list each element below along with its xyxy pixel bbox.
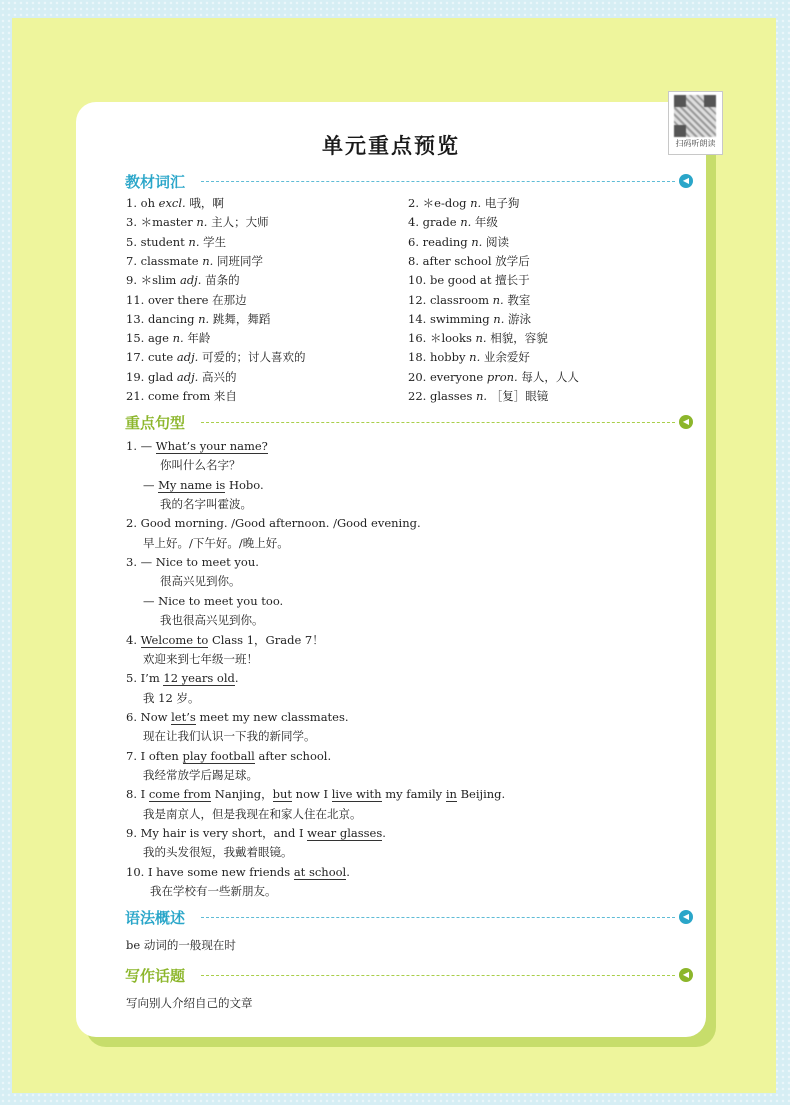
- vocab-item: [126, 348, 396, 367]
- vocab-cn: 苗条的: [201, 273, 240, 288]
- vocab-item: [126, 329, 396, 348]
- vocab-word: e-dog: [434, 196, 471, 210]
- vocab-num: 15.: [126, 331, 148, 346]
- speaker-icon[interactable]: ◀: [679, 910, 693, 924]
- vocab-word: be good at: [429, 273, 496, 288]
- writing-text: 写向别人介绍自己的文章: [126, 996, 253, 1010]
- vocab-word: classmate: [140, 253, 203, 268]
- sentence-line: [143, 534, 289, 553]
- vocab-item: [408, 291, 678, 310]
- sentence-text: 我也很高兴见到你。: [160, 613, 264, 628]
- section-header-grammar: [125, 907, 693, 927]
- sentence-text: 欢迎来到七年级一班！: [143, 651, 258, 666]
- sentence-text: 早上好。/下午好。/晚上好。: [143, 535, 289, 550]
- vocab-word: dancing: [147, 311, 199, 326]
- sentence-text: 我的头发很短，我戴着眼镜。: [143, 845, 293, 860]
- sentence-line: [143, 766, 258, 785]
- vocab-cn: 哦，啊: [185, 196, 224, 210]
- section-divider: [201, 917, 675, 918]
- vocab-word: looks: [441, 331, 476, 346]
- vocab-item: [408, 233, 678, 252]
- vocab-num: 19.: [126, 369, 148, 384]
- vocab-pos: pron.: [486, 369, 518, 384]
- sentence-text: 5. I’m: [126, 671, 164, 686]
- key-phrase: let’s: [171, 709, 196, 724]
- sentence-text: Class 1，Grade 7！: [208, 632, 324, 647]
- vocab-pos: n.: [202, 253, 214, 268]
- vocab-word: glasses: [429, 389, 477, 403]
- sentence-line: [126, 785, 505, 804]
- section-divider: [201, 181, 675, 182]
- vocab-item: [408, 213, 678, 232]
- vocab-pos: n.: [492, 292, 504, 307]
- vocab-word: cute: [147, 350, 177, 365]
- sentence-text: .: [234, 671, 239, 686]
- sentence-text: Hobo.: [225, 477, 264, 492]
- vocab-word: glad: [147, 369, 177, 384]
- vocab-word: student: [140, 234, 189, 249]
- sentence-line: [126, 631, 324, 650]
- speaker-icon[interactable]: ◀: [679, 968, 693, 982]
- vocab-cn: 放学后: [495, 253, 530, 268]
- key-phrase: at school: [293, 864, 347, 879]
- vocab-pos: n.: [493, 311, 505, 326]
- vocab-word: oh: [140, 196, 159, 210]
- vocab-cn: 业余爱好: [480, 350, 530, 365]
- sentence-line: [143, 805, 362, 824]
- vocab-item: [408, 271, 678, 290]
- vocab-cn: 同班同学: [213, 253, 263, 268]
- vocab-num: 11.: [126, 292, 148, 307]
- sentence-line: [126, 824, 386, 843]
- vocab-item: [408, 329, 678, 348]
- sentence-text: 我经常放学后踢足球。: [143, 767, 258, 782]
- sentence-text: 我 12 岁。: [143, 690, 200, 705]
- vocab-word: over there: [147, 292, 213, 307]
- sentence-line: [160, 611, 264, 630]
- sentence-line: [150, 882, 277, 901]
- vocab-word: hobby: [429, 350, 470, 365]
- vocab-num: 1.: [126, 196, 141, 210]
- vocab-star: ＊: [140, 215, 153, 230]
- vocab-num: 10.: [408, 273, 430, 288]
- page-title: 单元重点预览: [322, 134, 460, 158]
- sentence-line: [126, 669, 239, 688]
- key-phrase: Welcome to: [140, 632, 209, 647]
- vocab-pos: n.: [469, 350, 481, 365]
- vocab-num: 7.: [126, 253, 141, 268]
- sentence-text: 现在让我们认识一下我的新同学。: [143, 729, 316, 744]
- vocab-word: reading: [422, 234, 472, 249]
- vocab-num: 4.: [408, 215, 423, 230]
- vocab-num: 5.: [126, 234, 141, 249]
- vocab-pos: adj.: [176, 350, 199, 365]
- vocab-cn: 跳舞，舞蹈: [209, 311, 271, 326]
- vocab-cn: 可爱的；讨人喜欢的: [198, 350, 306, 365]
- vocab-pos: n.: [471, 234, 483, 249]
- sentence-text: 9. My hair is very short，and I: [126, 826, 308, 840]
- vocab-pos: excl.: [158, 196, 186, 210]
- vocab-item: [408, 310, 678, 329]
- vocab-num: 2.: [408, 196, 423, 210]
- section-header-sentences: [125, 412, 693, 432]
- sentence-text: meet my new classmates.: [195, 709, 349, 724]
- vocab-pos: n.: [460, 215, 472, 230]
- section-header-vocab: [125, 171, 693, 191]
- vocab-cn: 游泳: [504, 311, 532, 326]
- vocab-num: 3.: [126, 215, 141, 230]
- sentence-line: [143, 592, 283, 611]
- sentence-text: 6. Now: [126, 709, 172, 724]
- vocab-word: classroom: [429, 292, 493, 307]
- vocab-pos: n.: [188, 234, 200, 249]
- sentence-line: [143, 727, 316, 746]
- vocab-pos: adj.: [176, 369, 199, 384]
- vocab-item: [126, 233, 396, 252]
- vocab-num: 22.: [408, 389, 430, 403]
- vocab-item: [126, 271, 396, 290]
- vocab-num: 13.: [126, 311, 148, 326]
- vocab-cn: 主人；大师: [207, 215, 269, 230]
- section-divider: [201, 422, 675, 423]
- sentence-text: .: [346, 864, 350, 879]
- vocab-word: slim: [152, 273, 180, 288]
- vocab-item: [408, 194, 678, 213]
- vocab-item: [126, 213, 396, 232]
- sentence-text: — Nice to meet you too.: [143, 593, 284, 608]
- sentence-text: —: [143, 477, 159, 492]
- vocab-num: 16.: [408, 331, 430, 346]
- vocab-num: 18.: [408, 350, 430, 365]
- vocab-star: ＊: [429, 331, 442, 346]
- sentence-line: [126, 863, 350, 882]
- sentence-text: 3. — Nice to meet you.: [126, 555, 259, 570]
- vocab-item: [126, 252, 396, 271]
- vocab-cn: 年级: [471, 215, 498, 230]
- section-title: 语法概述: [125, 909, 186, 927]
- vocab-word: grade: [422, 215, 461, 230]
- vocab-item: [126, 387, 396, 406]
- vocab-cn: 年龄: [183, 331, 211, 346]
- speaker-icon[interactable]: ◀: [679, 174, 693, 188]
- sentence-text: Nanjing，: [211, 787, 273, 802]
- sentence-line: [126, 708, 349, 727]
- vocab-star: ＊: [422, 196, 435, 210]
- vocab-cn: 电子狗: [481, 196, 520, 210]
- section-divider: [201, 975, 675, 976]
- vocab-word: come from: [147, 389, 214, 403]
- vocab-item: [408, 387, 678, 406]
- sentence-line: [143, 650, 258, 669]
- vocab-pos: adj.: [179, 273, 202, 288]
- vocab-cn: 教室: [503, 292, 531, 307]
- qr-caption: 扫码听朗读: [675, 139, 716, 148]
- section-title: 写作话题: [125, 967, 186, 985]
- sentence-line: [143, 476, 264, 495]
- vocab-pos: n.: [172, 331, 184, 346]
- sentence-text: 2. Good morning. /Good afternoon. /Good evening.: [126, 516, 421, 531]
- sentence-line: [126, 747, 331, 766]
- sentence-text: 10. I have some new friends: [126, 864, 294, 879]
- sentence-text: 你叫什么名字？: [160, 458, 241, 473]
- vocab-pos: n.: [196, 215, 208, 230]
- vocab-item: [408, 252, 678, 271]
- vocab-num: 12.: [408, 292, 430, 307]
- vocab-word: after school: [422, 253, 496, 268]
- vocab-num: 17.: [126, 350, 148, 365]
- key-phrase: but: [272, 787, 293, 802]
- sentence-text: 我的名字叫霍波。: [160, 497, 252, 512]
- key-phrase: What’s your name?: [155, 439, 268, 453]
- vocab-num: 21.: [126, 389, 148, 403]
- vocab-cn: ［复］眼镜: [487, 389, 549, 403]
- sentence-text: 我在学校有一些新朋友。: [150, 884, 277, 899]
- key-phrase: 12 years old: [163, 671, 235, 686]
- key-phrase: play football: [182, 748, 255, 763]
- vocab-num: 8.: [408, 253, 423, 268]
- sentence-line: [143, 843, 293, 862]
- vocab-cn: 擅长于: [495, 273, 530, 288]
- vocab-item: [126, 310, 396, 329]
- section-header-writing: [125, 965, 693, 985]
- sentence-line: [160, 456, 241, 475]
- vocab-cn: 高兴的: [198, 369, 237, 384]
- sentence-line: [126, 437, 268, 456]
- sentence-text: my family: [381, 787, 446, 802]
- sentence-text: 很高兴见到你。: [160, 574, 241, 589]
- vocab-item: [408, 368, 678, 387]
- section-title: 重点句型: [125, 414, 186, 432]
- vocab-num: 9.: [126, 273, 141, 288]
- vocab-item: [126, 291, 396, 310]
- vocab-num: 20.: [408, 369, 430, 384]
- vocab-cn: 来自: [213, 389, 237, 403]
- vocab-pos: n.: [198, 311, 210, 326]
- sentence-line: [160, 572, 241, 591]
- key-phrase: My name is: [158, 477, 226, 492]
- vocab-item: [408, 348, 678, 367]
- vocab-word: swimming: [429, 311, 494, 326]
- vocab-cn: 阅读: [482, 234, 509, 249]
- sentence-line: [143, 689, 199, 708]
- sentence-text: 1. —: [126, 439, 156, 453]
- vocab-pos: n.: [476, 389, 488, 403]
- sentence-line: [126, 553, 259, 572]
- sentence-text: .: [382, 826, 386, 840]
- vocab-word: everyone: [429, 369, 487, 384]
- vocab-cn: 学生: [199, 234, 227, 249]
- vocab-cn: 每人，人人: [517, 369, 579, 384]
- key-phrase: wear glasses: [307, 826, 383, 840]
- sentence-text: 我是南京人，但是我现在和家人住在北京。: [143, 806, 362, 821]
- vocab-num: 6.: [408, 234, 423, 249]
- sentence-text: now I: [292, 787, 332, 802]
- vocab-pos: n.: [470, 196, 482, 210]
- sentence-text: 8. I: [126, 787, 149, 802]
- vocab-star: ＊: [140, 273, 153, 288]
- vocab-word: age: [147, 331, 173, 346]
- vocab-pos: n.: [475, 331, 487, 346]
- sentence-line: [126, 514, 421, 533]
- sentence-text: 7. I often: [126, 748, 183, 763]
- sentence-text: Beijing.: [456, 787, 506, 802]
- section-title: 教材词汇: [125, 173, 186, 191]
- vocab-item: [126, 368, 396, 387]
- vocab-cn: 相貌，容貌: [486, 331, 548, 346]
- sentence-text: after school.: [254, 748, 332, 763]
- sentence-text: 4.: [126, 632, 141, 647]
- vocab-word: master: [152, 215, 197, 230]
- speaker-icon[interactable]: ◀: [679, 415, 693, 429]
- key-phrase: come from: [148, 787, 212, 802]
- key-phrase: live with: [331, 787, 382, 802]
- key-phrase: in: [445, 787, 457, 802]
- grammar-text: be 动词的一般现在时: [126, 938, 236, 952]
- vocab-num: 14.: [408, 311, 430, 326]
- vocab-item: [126, 194, 396, 213]
- vocab-cn: 在那边: [212, 292, 247, 307]
- sentence-line: [160, 495, 252, 514]
